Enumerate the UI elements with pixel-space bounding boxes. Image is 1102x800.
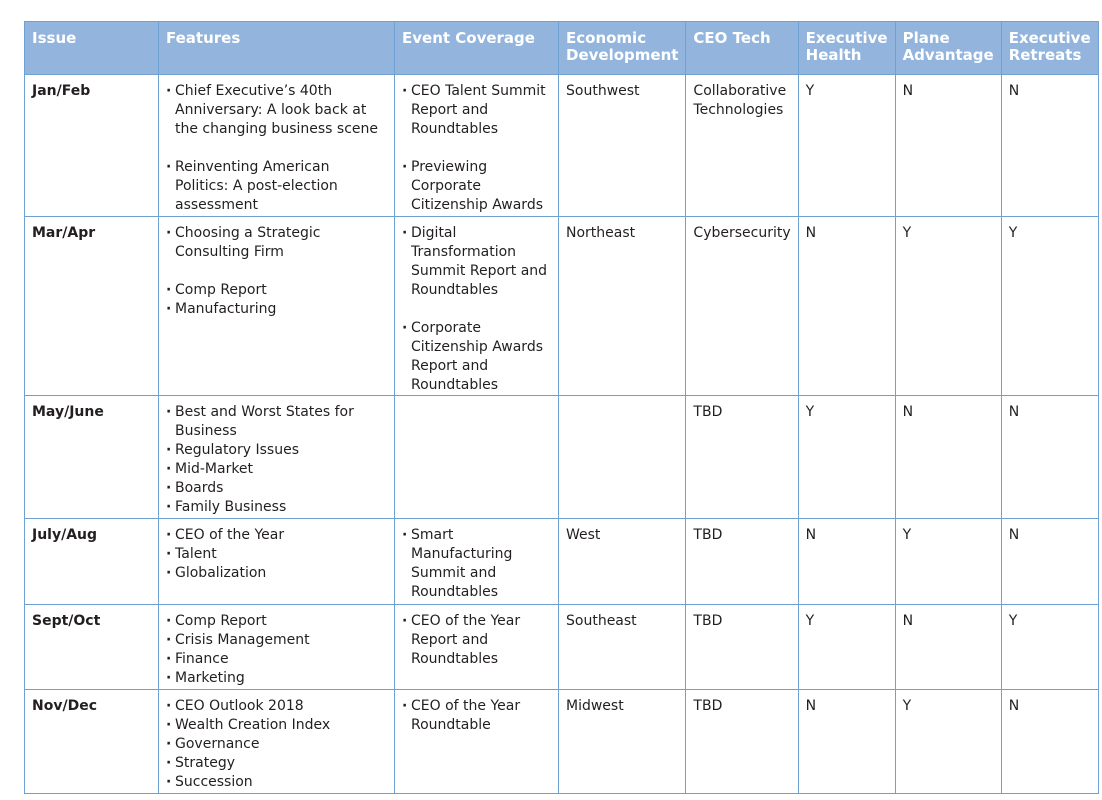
table-row	[25, 605, 1099, 690]
features-list	[166, 403, 387, 517]
plane-advantage-cell: N	[895, 75, 1001, 217]
plane-advantage-cell: Y	[895, 690, 1001, 794]
list-item: · CEO Talent Summit Report and Roundtables	[402, 82, 551, 139]
list-item: · Chief Executive’s 40th Anniversary: A look back at the changing business scene	[166, 82, 387, 139]
economic-development-cell: Midwest	[559, 690, 686, 794]
header-features: Features	[159, 22, 395, 75]
ceo-tech-cell: Cybersecurity	[686, 217, 798, 396]
executive-retreats-cell: N	[1001, 75, 1098, 217]
features-list	[166, 697, 387, 792]
plane-advantage-cell: Y	[895, 217, 1001, 396]
features-cell	[159, 217, 395, 396]
list-item: · Crisis Management	[166, 631, 387, 650]
event-coverage-cell	[395, 690, 559, 794]
list-item: · Talent	[166, 545, 387, 564]
economic-development-cell: Northeast	[559, 217, 686, 396]
list-item: · Smart Manufacturing Summit and Roundtables	[402, 526, 551, 602]
list-item: · Reinventing American Politics: A post-election assessment	[166, 158, 387, 215]
list-item: · CEO of the Year	[166, 526, 387, 545]
event-coverage-list	[402, 697, 551, 735]
executive-retreats-cell: N	[1001, 690, 1098, 794]
list-item: · Comp Report	[166, 281, 387, 300]
table-row	[25, 396, 1099, 519]
list-item: · Comp Report	[166, 612, 387, 631]
features-cell	[159, 396, 395, 519]
list-item: · Finance	[166, 650, 387, 669]
features-list	[166, 526, 387, 583]
header-issue: Issue	[25, 22, 159, 75]
list-item: · Family Business	[166, 498, 387, 517]
event-coverage-list	[402, 224, 551, 395]
header-executive-health: Executive Health	[798, 22, 895, 75]
list-item: · Governance	[166, 735, 387, 754]
issue-cell: Jan/Feb	[25, 75, 159, 217]
ceo-tech-cell: TBD	[686, 519, 798, 605]
list-item: · Mid-Market	[166, 460, 387, 479]
plane-advantage-cell: N	[895, 396, 1001, 519]
plane-advantage-cell: N	[895, 605, 1001, 690]
list-item: · Succession	[166, 773, 387, 792]
list-item: · Best and Worst States for Business	[166, 403, 387, 441]
executive-health-cell: N	[798, 217, 895, 396]
event-coverage-cell	[395, 396, 559, 519]
economic-development-cell: Southwest	[559, 75, 686, 217]
list-item: · CEO of the Year Report and Roundtables	[402, 612, 551, 669]
header-event-coverage: Event Coverage	[395, 22, 559, 75]
header-row	[25, 22, 1099, 75]
list-item: · Boards	[166, 479, 387, 498]
table-row	[25, 690, 1099, 794]
ceo-tech-cell: TBD	[686, 396, 798, 519]
event-coverage-list	[402, 612, 551, 669]
issue-cell: July/Aug	[25, 519, 159, 605]
executive-retreats-cell: N	[1001, 519, 1098, 605]
table-header	[25, 22, 1099, 75]
header-plane-advantage: Plane Advantage	[895, 22, 1001, 75]
executive-health-cell: Y	[798, 605, 895, 690]
header-executive-retreats: Executive Retreats	[1001, 22, 1098, 75]
executive-retreats-cell: Y	[1001, 217, 1098, 396]
executive-retreats-cell: N	[1001, 396, 1098, 519]
features-cell	[159, 690, 395, 794]
list-item: · Marketing	[166, 669, 387, 688]
issue-cell: Mar/Apr	[25, 217, 159, 396]
ceo-tech-cell: TBD	[686, 605, 798, 690]
event-coverage-cell	[395, 605, 559, 690]
table-row	[25, 217, 1099, 396]
features-list	[166, 612, 387, 688]
list-item: · CEO Outlook 2018	[166, 697, 387, 716]
executive-retreats-cell: Y	[1001, 605, 1098, 690]
event-coverage-cell	[395, 519, 559, 605]
header-economic-development: Economic Development	[559, 22, 686, 75]
economic-development-cell: West	[559, 519, 686, 605]
features-cell	[159, 519, 395, 605]
list-item: · Digital Transformation Summit Report and Roundtables	[402, 224, 551, 300]
issue-cell: Sept/Oct	[25, 605, 159, 690]
list-item: · Regulatory Issues	[166, 441, 387, 460]
issue-cell: Nov/Dec	[25, 690, 159, 794]
list-item: · Previewing Corporate Citizenship Awards	[402, 158, 551, 215]
list-item: · Corporate Citizenship Awards Report and Roundtables	[402, 319, 551, 395]
editorial-calendar-table	[24, 21, 1099, 794]
executive-health-cell: Y	[798, 396, 895, 519]
list-item: · Manufacturing	[166, 300, 387, 319]
table-row	[25, 75, 1099, 217]
list-item: · Strategy	[166, 754, 387, 773]
event-coverage-list	[402, 82, 551, 215]
list-item: · Choosing a Strategic Consulting Firm	[166, 224, 387, 262]
features-cell	[159, 605, 395, 690]
economic-development-cell: Southeast	[559, 605, 686, 690]
ceo-tech-cell: Collaborative Technologies	[686, 75, 798, 217]
features-list	[166, 82, 387, 215]
list-item: · Globalization	[166, 564, 387, 583]
event-coverage-list	[402, 526, 551, 602]
executive-health-cell: N	[798, 690, 895, 794]
economic-development-cell	[559, 396, 686, 519]
table-row	[25, 519, 1099, 605]
list-item: · Wealth Creation Index	[166, 716, 387, 735]
executive-health-cell: N	[798, 519, 895, 605]
list-item: · CEO of the Year Roundtable	[402, 697, 551, 735]
executive-health-cell: Y	[798, 75, 895, 217]
ceo-tech-cell: TBD	[686, 690, 798, 794]
table-body	[25, 75, 1099, 794]
header-ceo-tech: CEO Tech	[686, 22, 798, 75]
event-coverage-cell	[395, 75, 559, 217]
issue-cell: May/June	[25, 396, 159, 519]
plane-advantage-cell: Y	[895, 519, 1001, 605]
features-list	[166, 224, 387, 319]
event-coverage-cell	[395, 217, 559, 396]
features-cell	[159, 75, 395, 217]
